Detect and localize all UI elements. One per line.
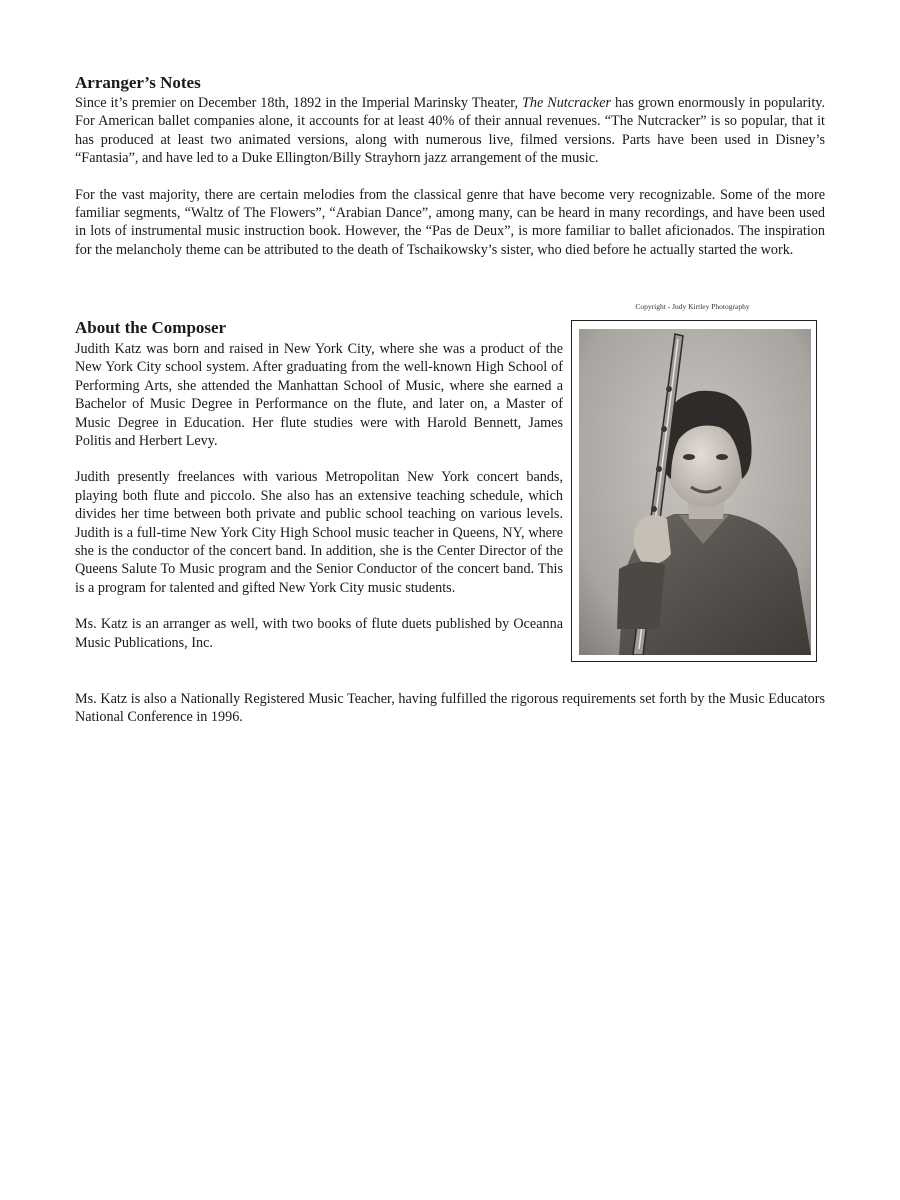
paragraph-text: Since it’s premier on December 18th, 1892 in the Imperial Marinsky Theater,	[75, 95, 522, 111]
left-eye	[683, 454, 695, 460]
composer-photo-frame	[571, 320, 817, 662]
composer-paragraph-3: Ms. Katz is an arranger as well, with two books of flute duets published by Oceanna Music Publications, Inc.	[75, 616, 563, 651]
photo-credit: Copyright - Judy Kirtley Photography	[635, 302, 750, 311]
composer-photo	[579, 329, 811, 655]
composer-paragraph-4: Ms. Katz is also a Nationally Registered Music Teacher, having fulfilled the rigorous requirements set forth by the Music Educators National Conference in 1996.	[75, 691, 825, 726]
composer-paragraph-2: Judith presently freelances with various Metropolitan New York concert bands, playing both flute and piccolo. She also has an extensive teaching schedule, which divides her time between both private and public school teaching on various levels. Judith is a full-time New York City High School music teacher in Queens, NY, where she is the conductor of the concert band. In addition, she is the Center Director of the Queens Salute To Music program and the Senior Conductor of the concert band. This is a program for talented and gifted New York City music students.	[75, 469, 563, 596]
right-eye	[716, 454, 728, 460]
composer-paragraph-1: Judith Katz was born and raised in New York City, where she was a product of the New York City school system. After graduating from the well-known High School of Performing Arts, she attended the Manhattan School of Music, where she earned a Bachelor of Music Degree in Performance on the flute, and later on, a Master of Music Degree in Education. Her flute studies were with Harold Bennett, James Politis and Herbert Levy.	[75, 341, 563, 450]
flute-key	[651, 506, 657, 512]
work-title: The Nutcracker	[521, 95, 612, 111]
sleeve-shape	[617, 562, 665, 629]
flute-key	[656, 466, 662, 472]
paragraph-text: has grown enormously in popularity. For American ballet companies alone, it accounts for at least 40% of their annual revenues. “The Nutcracker” is so popular, that it has produced at least two animated versions, along with numerous live, filmed versions. Parts have been used in Disney’s “Fantasia”, and have led to a Duke Ellington/Billy Strayhorn jazz arrangement of the music.	[75, 95, 825, 167]
arranger-notes-paragraph-2: For the vast majority, there are certain melodies from the classical genre that have become very recognizable. Some of the more familiar segments, “Waltz of The Flowers”, “Arabian Dance”, among many, can be heard in many recordings, and have been used in lots of instrumental music instruction book. However, the “Pas de Deux”, is more familiar to ballet aficionados. The inspiration for the melancholy theme can be attributed to the death of Tschaikowsky’s sister, who died before he actually started the work.	[75, 186, 825, 258]
arranger-notes-section	[75, 73, 825, 259]
flute-key	[666, 386, 672, 392]
arranger-notes-paragraph-1	[75, 94, 825, 168]
hand-shape	[634, 515, 671, 564]
about-composer-heading: About the Composer	[75, 318, 227, 337]
arranger-notes-heading: Arranger’s Notes	[75, 73, 201, 92]
flute-key	[661, 426, 667, 432]
about-composer-section	[75, 318, 563, 652]
